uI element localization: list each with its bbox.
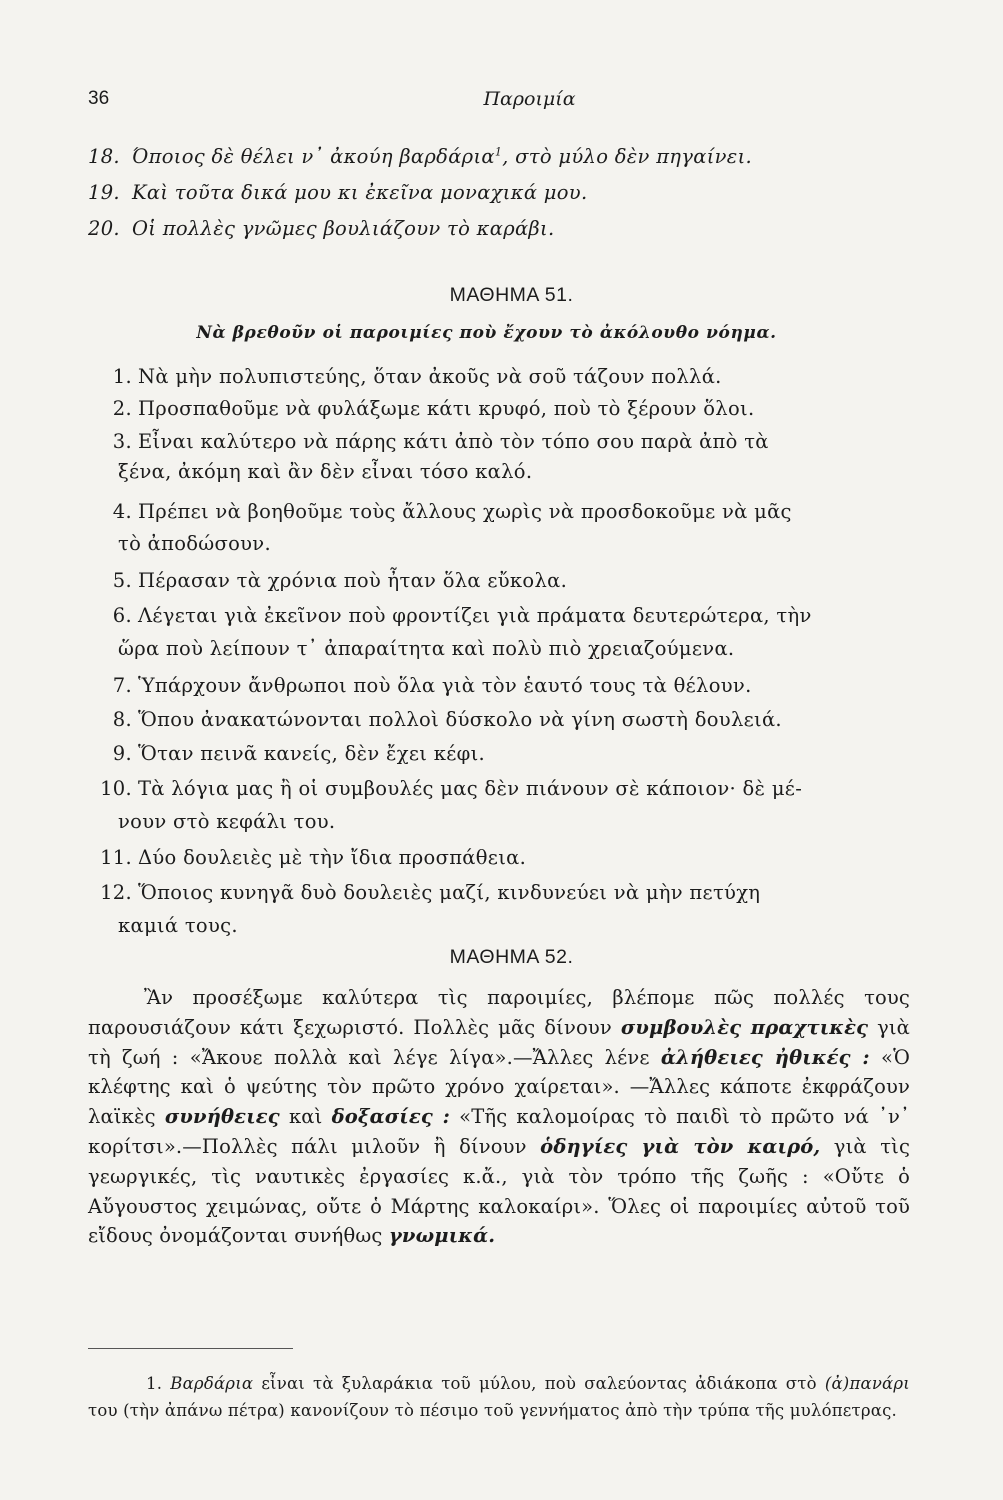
emphasis: γνωμικά. (388, 1224, 496, 1248)
footnote-divider (88, 1348, 293, 1349)
emphasis: συνήθειες (164, 1105, 280, 1129)
page-number: 36 (88, 88, 110, 109)
list-item: 3. Εἶναι καλύτερο νὰ πάρης κάτι ἀπὸ τὸν τόπο σου παρὰ ἀπὸ τὰ (112, 430, 769, 453)
emphasis: ὁδηγίες γιὰ τὸν καιρό, (540, 1134, 821, 1158)
list-item-continuation: ὥρα ποὺ λείπουν τ᾽ ἀπαραίτητα καὶ πολὺ πιὸ χρειαζούμενα. (118, 637, 735, 660)
lesson-51-heading: ΜΑΘΗΜΑ 51. (449, 284, 574, 306)
emphasis: συμβουλὲς πραχτικὲς (620, 1015, 869, 1039)
list-item: 1. Νὰ μὴν πολυπιστεύης, ὅταν ἀκοῦς νὰ σοῦ τάζουν πολλά. (112, 365, 722, 388)
list-item: 6. Λέγεται γιὰ ἐκεῖνον ποὺ φροντίζει γιὰ πράματα δευτερώτερα, τὴν (112, 604, 812, 627)
list-item: 12. Ὅποιος κυνηγᾶ δυὸ δουλειὲς μαζί, κινδυνεύει νὰ μὴν πετύχη (100, 881, 761, 904)
list-item: 5. Πέρασαν τὰ χρόνια ποὺ ἦταν ὅλα εὔκολα. (112, 569, 568, 592)
lesson-52-heading: ΜΑΘΗΜΑ 52. (449, 946, 574, 968)
proverb-19: 19. Καὶ τοῦτα δικά μου κι ἐκεῖνα μοναχικά μου. (88, 181, 588, 204)
running-head (88, 88, 911, 114)
list-item: 9. Ὅταν πεινᾶ κανείς, δὲν ἔχει κέφι. (112, 742, 486, 765)
list-item-continuation: ξένα, ἀκόμη καὶ ἂν δὲν εἶναι τόσο καλό. (118, 460, 533, 483)
list-item: 2. Προσπαθοῦμε νὰ φυλάξωμε κάτι κρυφό, ποὺ τὸ ξέρουν ὅλοι. (112, 397, 755, 420)
footnote-term: (ἀ)πανάρι (824, 1374, 910, 1393)
footnote-term: Βαρδάρια (170, 1374, 254, 1393)
list-item: 8. Ὅπου ἀνακατώνονται πολλοὶ δύσκολο νὰ γίνη σωστὴ δουλειά. (112, 708, 782, 731)
list-item: 11. Δύο δουλειὲς μὲ τὴν ἴδια προσπάθεια. (100, 846, 527, 869)
lesson-52-paragraph: Ἂν προσέξωμε καλύτερα τὶς παροιμίες, βλέπομε πῶς πολλές τους παρουσιάζουν κάτι ξεχωριστό. Πολλὲς μᾶς δίνουν συμβουλὲς πραχτικὲς γιὰ τὴ ζωή : «Ἄκουε πολλὰ καὶ λέγε λίγα».—Ἄλλες λένε ἀλήθειες ἠθικές : «Ὁ κλέφτης καὶ ὁ ψεύτης τὸν πρῶτο χρόνο χαίρεται». —Ἄλλες κάποτε ἐκφράζουν λαϊκὲς συνήθειες καὶ δοξασίες : «Τῆς καλομοίρας τὸ παιδὶ τὸ πρῶτο νά ᾽ν᾽ κορίτσι».—Πολλὲς πάλι μιλοῦν ἢ δίνουν ὁδηγίες γιὰ τὸν καιρό, γιὰ τὶς γεωργικές, τὶς ναυτικὲς ἐργασίες κ.ἄ., γιὰ τὸν τρόπο τῆς ζωῆς : «Οὔτε ὁ Αὔγουστος χειμώνας, οὔτε ὁ Μάρτης καλοκαίρι». Ὅλες οἱ παροιμίες αὐτοῦ τοῦ εἴδους ὀνομάζονται συνήθως γνωμικά. (88, 986, 911, 1248)
list-item: 10. Τὰ λόγια μας ἢ οἱ συμβουλές μας δὲν πιάνουν σὲ κάποιον· δὲ μέ- (100, 777, 803, 800)
list-item-continuation: καμιά τους. (118, 914, 238, 937)
footnote-ref: 1 (494, 145, 503, 159)
list-item-continuation: νουν στὸ κεφάλι του. (118, 810, 336, 833)
list-item-continuation: τὸ ἀποδώσουν. (118, 532, 271, 555)
proverb-18: 18. Όποιος δὲ θέλει ν᾽ ἀκούη βαρδάρια$^1$, στὸ μύλο δὲν πηγαίνει. (88, 145, 753, 168)
running-title: Παροιμία (483, 88, 576, 110)
lesson-51-subheading: Νὰ βρεθοῦν οἱ παροιμίες ποὺ ἔχουν τὸ ἀκόλουθο νόημα. (196, 323, 777, 343)
footnote: 1. Βαρδάρια εἶναι τὰ ξυλαράκια τοῦ μύλου, ποὺ σαλεύοντας ἀδιάκοπα στὸ (ἀ)πανάρι του (τὴν ἀπάνω πέτρα) κανονίζουν τὸ πέσιμο τοῦ γεννήματος ἀπὸ τὴν τρύπα τῆς μυλόπετρας. (88, 1374, 910, 1420)
proverb-20: 20. Οἱ πολλὲς γνῶμες βουλιάζουν τὸ καράβι. (88, 217, 555, 240)
list-item: 7. Ὑπάρχουν ἄνθρωποι ποὺ ὅλα γιὰ τὸν ἑαυτό τους τὰ θέλουν. (112, 674, 752, 697)
emphasis: δοξασίες : (331, 1105, 450, 1129)
list-item: 4. Πρέπει νὰ βοηθοῦμε τοὺς ἄλλους χωρὶς νὰ προσδοκοῦμε νὰ μᾶς (112, 500, 792, 523)
emphasis: ἀλήθειες ἠθικές : (660, 1045, 870, 1069)
